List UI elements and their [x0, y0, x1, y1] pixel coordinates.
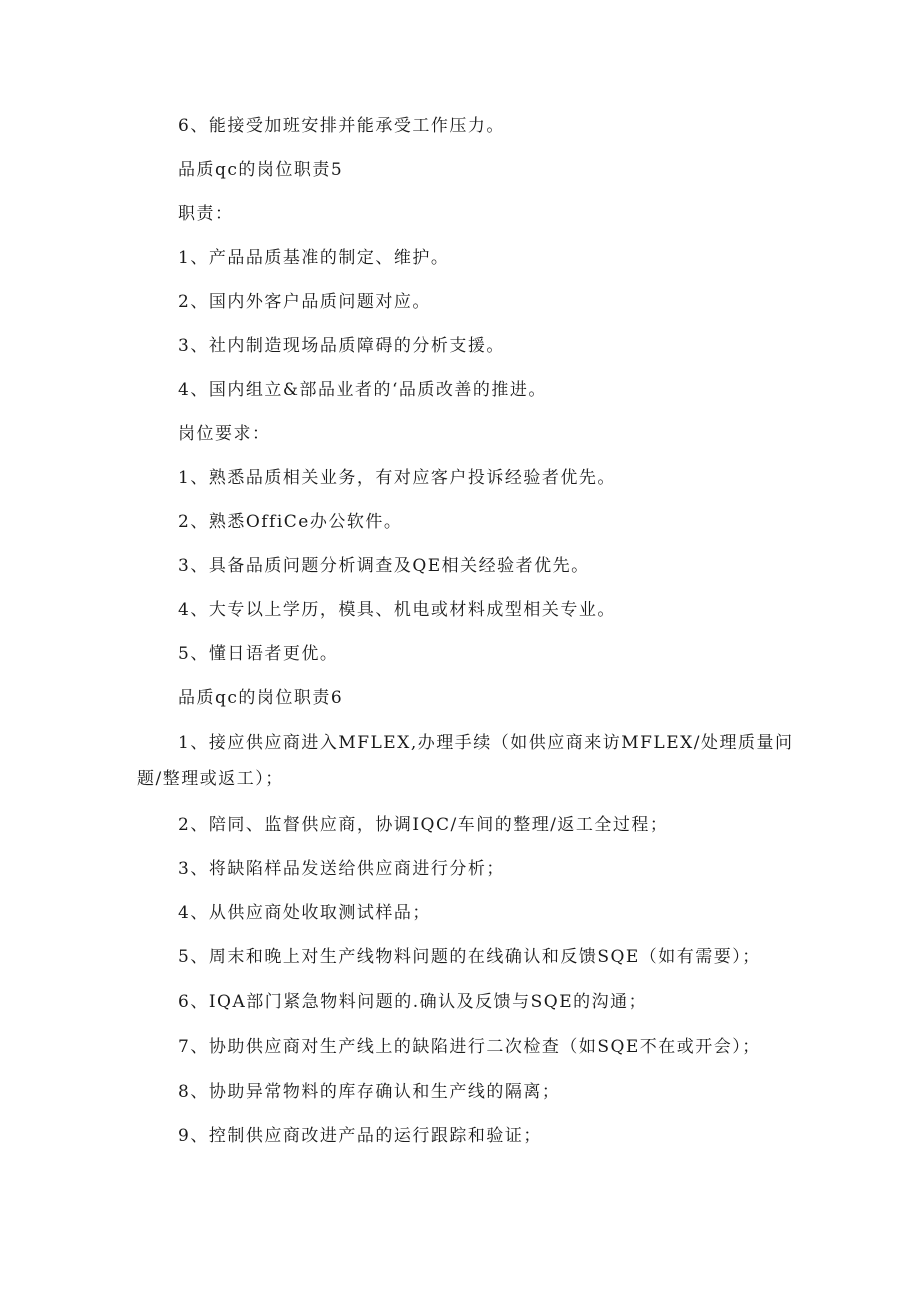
text-line: 6、IQA部门紧急物料问题的.确认及反馈与SQE的沟通； [178, 992, 648, 1012]
text-line: 2、陪同、监督供应商，协调IQC/车间的整理/返工全过程； [178, 815, 669, 835]
text-line: 题/整理或返工）； [137, 769, 284, 789]
text-line: 3、社内制造现场品质障碍的分析支援。 [178, 336, 505, 356]
text-line: 1、接应供应商进入MFLEX,办理手续（如供应商来访MFLEX/处理质量问 [178, 733, 794, 753]
text-line: 8、协助异常物料的库存确认和生产线的隔离； [178, 1082, 561, 1102]
text-line: 4、国内组立&部品业者的‘品质改善的推进。 [178, 380, 547, 400]
text-line: 1、熟悉品质相关业务，有对应客户投诉经验者优先。 [178, 468, 616, 488]
section-heading: 品质qc的岗位职责5 [178, 160, 344, 180]
text-line: 5、周末和晚上对生产线物料问题的在线确认和反馈SQE（如有需要）； [178, 947, 761, 967]
text-line: 3、将缺陷样品发送给供应商进行分析； [178, 859, 505, 879]
subsection-heading: 职责： [178, 204, 234, 224]
section-heading: 品质qc的岗位职责6 [178, 688, 344, 708]
text-line: 2、熟悉OffiCe办公软件。 [178, 512, 403, 532]
text-line: 1、产品品质基准的制定、维护。 [178, 248, 450, 268]
text-line: 4、大专以上学历，模具、机电或材料成型相关专业。 [178, 600, 616, 620]
text-line: 6、能接受加班安排并能承受工作压力。 [178, 116, 505, 136]
text-line: 5、懂日语者更优。 [178, 644, 339, 664]
text-line: 4、从供应商处收取测试样品； [178, 903, 431, 923]
text-line: 3、具备品质问题分析调查及QE相关经验者优先。 [178, 556, 590, 576]
subsection-heading: 岗位要求： [178, 424, 271, 444]
text-line: 7、协助供应商对生产线上的缺陷进行二次检查（如SQE不在或开会）； [178, 1037, 761, 1057]
text-line: 9、控制供应商改进产品的运行跟踪和验证； [178, 1126, 542, 1146]
text-line: 2、国内外客户品质问题对应。 [178, 292, 431, 312]
